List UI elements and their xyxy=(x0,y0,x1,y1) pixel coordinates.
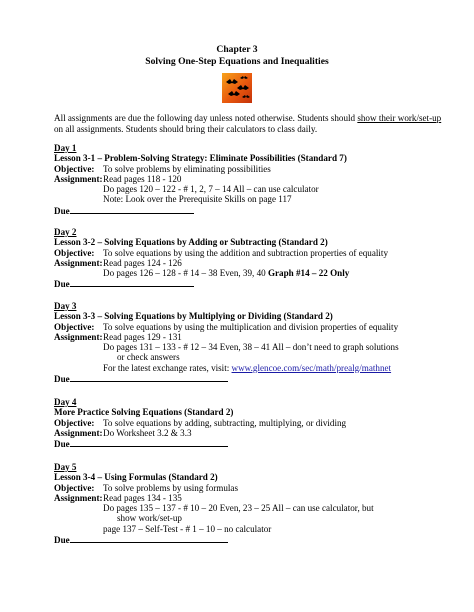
day-2-section xyxy=(54,227,454,289)
assignment-line: Note: Look over the Prerequisite Skills on page 117 xyxy=(103,194,292,205)
due-line xyxy=(54,534,454,544)
assignment-bold-note: Graph #14 – 22 Only xyxy=(267,268,350,279)
day-heading: Day 3 xyxy=(54,301,77,311)
assignment-label: Assignment: xyxy=(54,331,103,342)
chapter-heading: Chapter 3 xyxy=(216,44,258,55)
day-heading: Day 5 xyxy=(54,462,77,472)
objective-text: To solve problems by using formulas xyxy=(103,482,238,493)
due-blank[interactable] xyxy=(70,438,228,447)
objective-label: Objective: xyxy=(54,321,95,332)
intro-text-1: All assignments are due the following day unless noted otherwise. Students should xyxy=(54,113,358,123)
intro-paragraph xyxy=(54,113,444,135)
assignment-row xyxy=(54,428,454,438)
objective-text: To solve equations by using the multiplication and division properties of equality xyxy=(103,321,399,332)
intro-underlined-text: show their work/set-up xyxy=(357,113,442,123)
due-line xyxy=(54,205,454,215)
day-1-section xyxy=(54,143,454,215)
lesson-heading: More Practice Solving Equations (Standard 2) xyxy=(54,407,234,418)
assignment-row xyxy=(54,332,454,342)
assignment-line: or check answers xyxy=(117,352,180,363)
assignment-line: show work/set-up xyxy=(117,513,182,524)
due-label: Due xyxy=(54,439,70,450)
objective-row xyxy=(54,418,454,428)
assignment-line xyxy=(54,363,454,373)
day-heading: Day 4 xyxy=(54,397,77,407)
assignment-line: Do pages 135 – 137 - # 10 – 20 Even, 23 – 25 All – can use calculator, but xyxy=(103,503,374,514)
assignment-line: Read pages 124 - 126 xyxy=(103,257,182,268)
day-3-section xyxy=(54,301,454,383)
day-heading: Day 1 xyxy=(54,143,77,153)
assignment-row xyxy=(54,174,454,184)
due-line xyxy=(54,373,454,383)
objective-label: Objective: xyxy=(54,247,95,258)
bat-icon xyxy=(222,73,252,103)
day-5-section xyxy=(54,462,454,544)
lesson-heading: Lesson 3-2 – Solving Equations by Adding or Subtracting (Standard 2) xyxy=(54,237,328,248)
assignment-label: Assignment: xyxy=(54,173,103,184)
objective-label: Objective: xyxy=(54,482,95,493)
assignment-line: Do pages 131 – 133 - # 12 – 34 Even, 38 – 41 All – don’t need to graph solutions xyxy=(103,342,399,353)
objective-text: To solve equations by using the addition and subtraction properties of equality xyxy=(103,247,389,258)
assignment-line: Read pages 118 - 120 xyxy=(103,173,182,184)
assignment-label: Assignment: xyxy=(54,257,103,268)
due-blank[interactable] xyxy=(70,278,194,287)
assignment-label: Assignment: xyxy=(54,427,103,438)
due-blank[interactable] xyxy=(70,205,194,214)
bats-logo-image xyxy=(222,73,252,103)
due-label: Due xyxy=(54,279,70,290)
due-blank[interactable] xyxy=(70,534,228,543)
objective-row xyxy=(54,483,454,493)
due-label: Due xyxy=(54,205,70,216)
objective-text: To solve problems by eliminating possibilities xyxy=(103,163,271,174)
intro-text-2: on all assignments. Students should bring their calculators to class daily. xyxy=(54,124,318,134)
lesson-heading: Lesson 3-4 – Using Formulas (Standard 2) xyxy=(54,472,218,483)
chapter-title: Solving One-Step Equations and Inequalities xyxy=(145,56,329,67)
lesson-heading: Lesson 3-1 – Problem-Solving Strategy: Eliminate Possibilities (Standard 7) xyxy=(54,153,347,164)
day-4-section xyxy=(54,397,454,448)
due-blank[interactable] xyxy=(70,373,228,382)
due-label: Due xyxy=(54,535,70,546)
assignment-row xyxy=(54,258,454,268)
due-label: Due xyxy=(54,374,70,385)
day-heading: Day 2 xyxy=(54,227,77,237)
assignment-line: Do Worksheet 3.2 & 3.3 xyxy=(103,427,192,438)
assignment-text: Do pages 126 – 128 - # 14 – 38 Even, 39, 40 xyxy=(103,268,268,279)
objective-row xyxy=(54,164,454,174)
objective-text: To solve equations by adding, subtracting, multiplying, or dividing xyxy=(103,417,347,428)
assignment-label: Assignment: xyxy=(54,492,103,503)
objective-label: Objective: xyxy=(54,417,95,428)
due-line xyxy=(54,438,454,448)
assignment-line: Do pages 120 – 122 - # 1, 2, 7 – 14 All – can use calculator xyxy=(103,184,319,195)
assignment-line: Read pages 129 - 131 xyxy=(103,331,182,342)
assignment-line xyxy=(54,268,454,278)
assignment-line: page 137 – Self-Test - # 1 – 10 – no calculator xyxy=(103,523,272,534)
objective-label: Objective: xyxy=(54,163,95,174)
assignment-line: Read pages 134 - 135 xyxy=(103,492,182,503)
assignment-text: For the latest exchange rates, visit: xyxy=(103,362,232,373)
objective-row xyxy=(54,248,454,258)
objective-row xyxy=(54,322,454,332)
lesson-heading: Lesson 3-3 – Solving Equations by Multiplying or Dividing (Standard 2) xyxy=(54,311,333,322)
assignment-row xyxy=(54,493,454,503)
glencoe-link[interactable]: www.glencoe.com/sec/math/prealg/mathnet xyxy=(231,362,392,373)
due-line xyxy=(54,278,454,288)
